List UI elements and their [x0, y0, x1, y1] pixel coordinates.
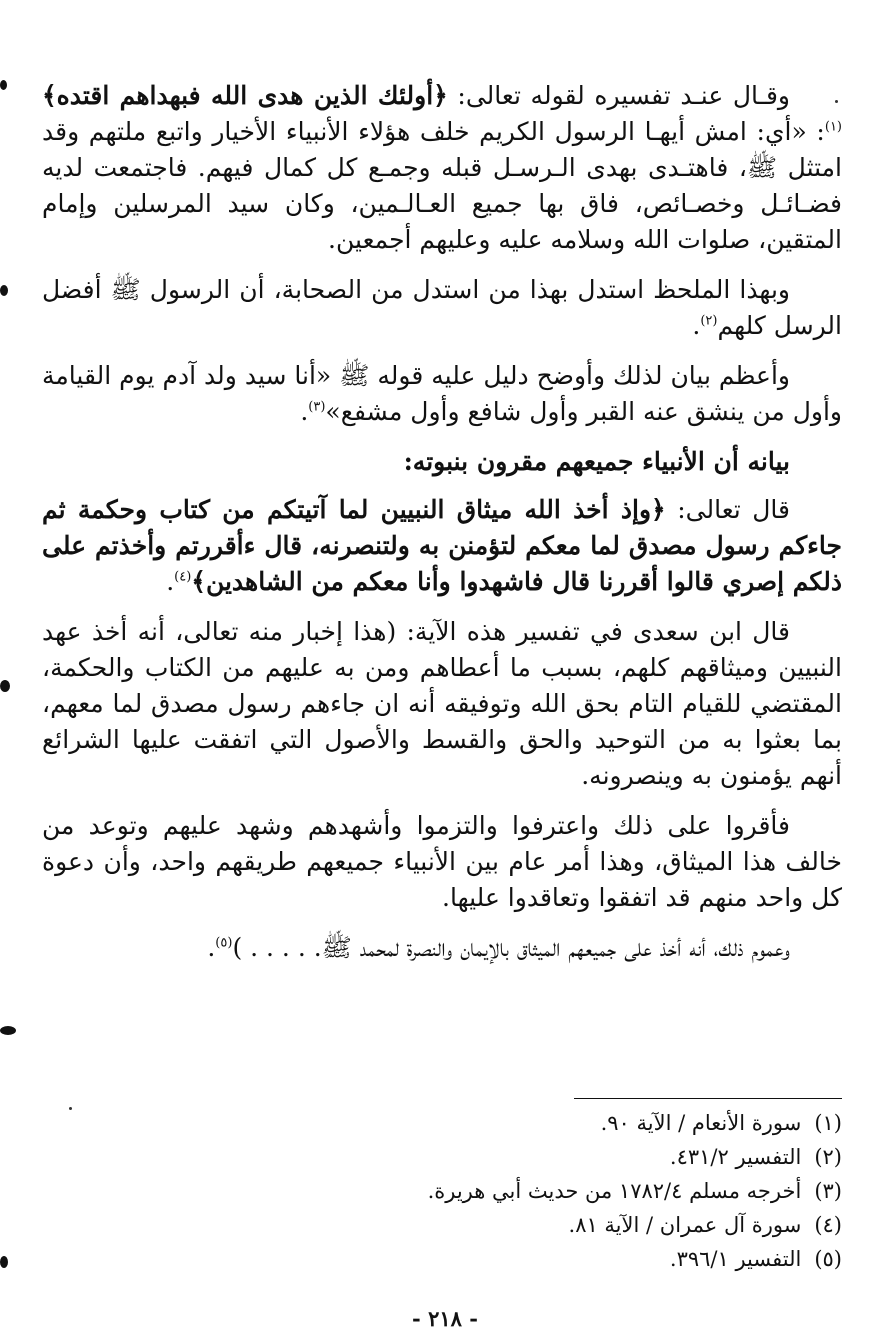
footnote-text: التفسير ٣٩٦/١.: [669, 1247, 802, 1271]
footnote-ref: (١): [824, 119, 842, 135]
scan-mark: [0, 80, 7, 90]
quran-verse: ﴿أولئك الذين هدى الله فبهداهم اقتده﴾: [42, 81, 448, 110]
paragraph-tail: .: [207, 933, 216, 962]
footnotes: [242, 1106, 842, 1276]
paragraph-7: [42, 930, 842, 966]
footnote-number: (١): [814, 1111, 842, 1135]
scan-mark: [0, 285, 8, 296]
paragraph-text: فأقروا على ذلك واعترفوا والتزموا وأشهدهم وشهد عليهم وتوعد من خالف هذا الميثاق، وهذا أمر عام بين الأنبياء جميعهم طريقهم واحد، وأن دعوة كل واحد منهم قد اتفقوا وتعاقدوا عليها.: [42, 811, 842, 912]
footnote-ref: (٣): [308, 399, 326, 415]
scan-mark: [0, 680, 10, 692]
paragraph-text: : «أي: امش أيهـا الرسول الكريم خلف هؤلاء الأنبياء الأخيار واتبع ملتهم وقد امتثل ﷺ، فاهتـدى بهدى الـرسـل قبله وجمـع كل كمال فيهم. فاجتمعت لديه فضـائـل وخصـائص، فاق بها جميع العـالـمين، وكان سيد المرسلين وإمام المتقين، صلوات الله وسلامه عليه وعليهم أجمعين.: [42, 117, 842, 254]
paragraph-text: وعموم ذلك، أنه أخذ على جميعهم الميثاق بالإيمان والنصرة لمحمد ﷺ. . . . . ): [232, 933, 790, 962]
scan-mark: [0, 1026, 16, 1035]
section-heading: بيانه أن الأنبياء جميعهم مقرون بنبوته:: [403, 447, 790, 476]
footnote-ref: (٢): [700, 313, 718, 329]
paragraph-tail: .: [692, 311, 701, 340]
footnote-text: أخرجه مسلم ١٧٨٢/٤ من حديث أبي هريرة.: [427, 1179, 802, 1203]
page-number: - ٢١٨ -: [412, 1306, 478, 1331]
footnote-number: (٤): [814, 1213, 842, 1237]
paragraph-text: وبهذا الملحظ استدل بهذا من استدل من الصحابة، أن الرسول ﷺ أفضل الرسل كلهم: [42, 275, 842, 340]
paragraph-5: [42, 614, 842, 794]
footnote-item: [242, 1174, 842, 1208]
footnote-item: [242, 1140, 842, 1174]
footnote-text: سورة الأنعام / الآية ٩٠.: [600, 1111, 802, 1135]
paragraph-tail: .: [166, 567, 175, 596]
scan-mark: [0, 1256, 8, 1268]
footnote-separator: [574, 1098, 842, 1099]
paragraph-intro: قال تعالى:: [665, 495, 791, 524]
footnote-number: (٣): [814, 1179, 842, 1203]
paragraph-text: وأعظم بيان لذلك وأوضح دليل عليه قوله ﷺ «أنا سيد ولد آدم يوم القيامة وأول من ينشق عنه القبر وأول شافع وأول مشفع»: [42, 361, 842, 426]
paragraph-3: [42, 358, 842, 430]
footnote-item: [242, 1208, 842, 1242]
footnote-number: (٢): [814, 1145, 842, 1169]
footnote-text: سورة آل عمران / الآية ٨١.: [568, 1213, 802, 1237]
paragraph-6: [42, 808, 842, 916]
paragraph-1: [42, 78, 842, 258]
footnote-item: [242, 1106, 842, 1140]
scan-speck: [69, 1107, 72, 1110]
footnote-number: (٥): [814, 1247, 842, 1271]
paragraph-2: [42, 272, 842, 344]
main-text: [42, 78, 842, 980]
footnote-ref: (٤): [174, 569, 192, 585]
paragraph-text: قال ابن سعدى في تفسير هذه الآية: (هذا إخبار منه تعالى، أنه أخذ عهد النبيين وميثاقهم كلهم، بسبب ما أعطاهم ومن به عليهم من الكتاب والحكمة، المقتضي للقيام التام بحق الله وتوفيقه أنه ان جاءهم رسول مصدق لما معهم، بما بعثوا به من التوحيد والحق والقسط والأصول التي اتفقت عليها الشرائع أنهم يؤمنون به وينصرونه.: [42, 617, 842, 790]
paragraph-tail: .: [300, 397, 309, 426]
footnote-item: [242, 1242, 842, 1276]
footnote-text: التفسير ٤٣١/٢.: [669, 1145, 802, 1169]
paragraph-intro: وقـال عنـد تفسيره لقوله تعالى:: [447, 81, 790, 110]
quran-verse: ﴿وإذ أخذ الله ميثاق النبيين لما آتيتكم من كتاب وحكمة ثم جاءكم رسول مصدق لما معكم لتؤمنن به ولتنصرنه، قال ءأقررتم وأخذتم على ذلكم إصري قالوا أقررنا قال فاشهدوا وأنا معكم من الشاهدين﴾: [42, 495, 842, 596]
footnote-ref: (٥): [215, 935, 233, 951]
verse-paragraph: [42, 492, 842, 600]
